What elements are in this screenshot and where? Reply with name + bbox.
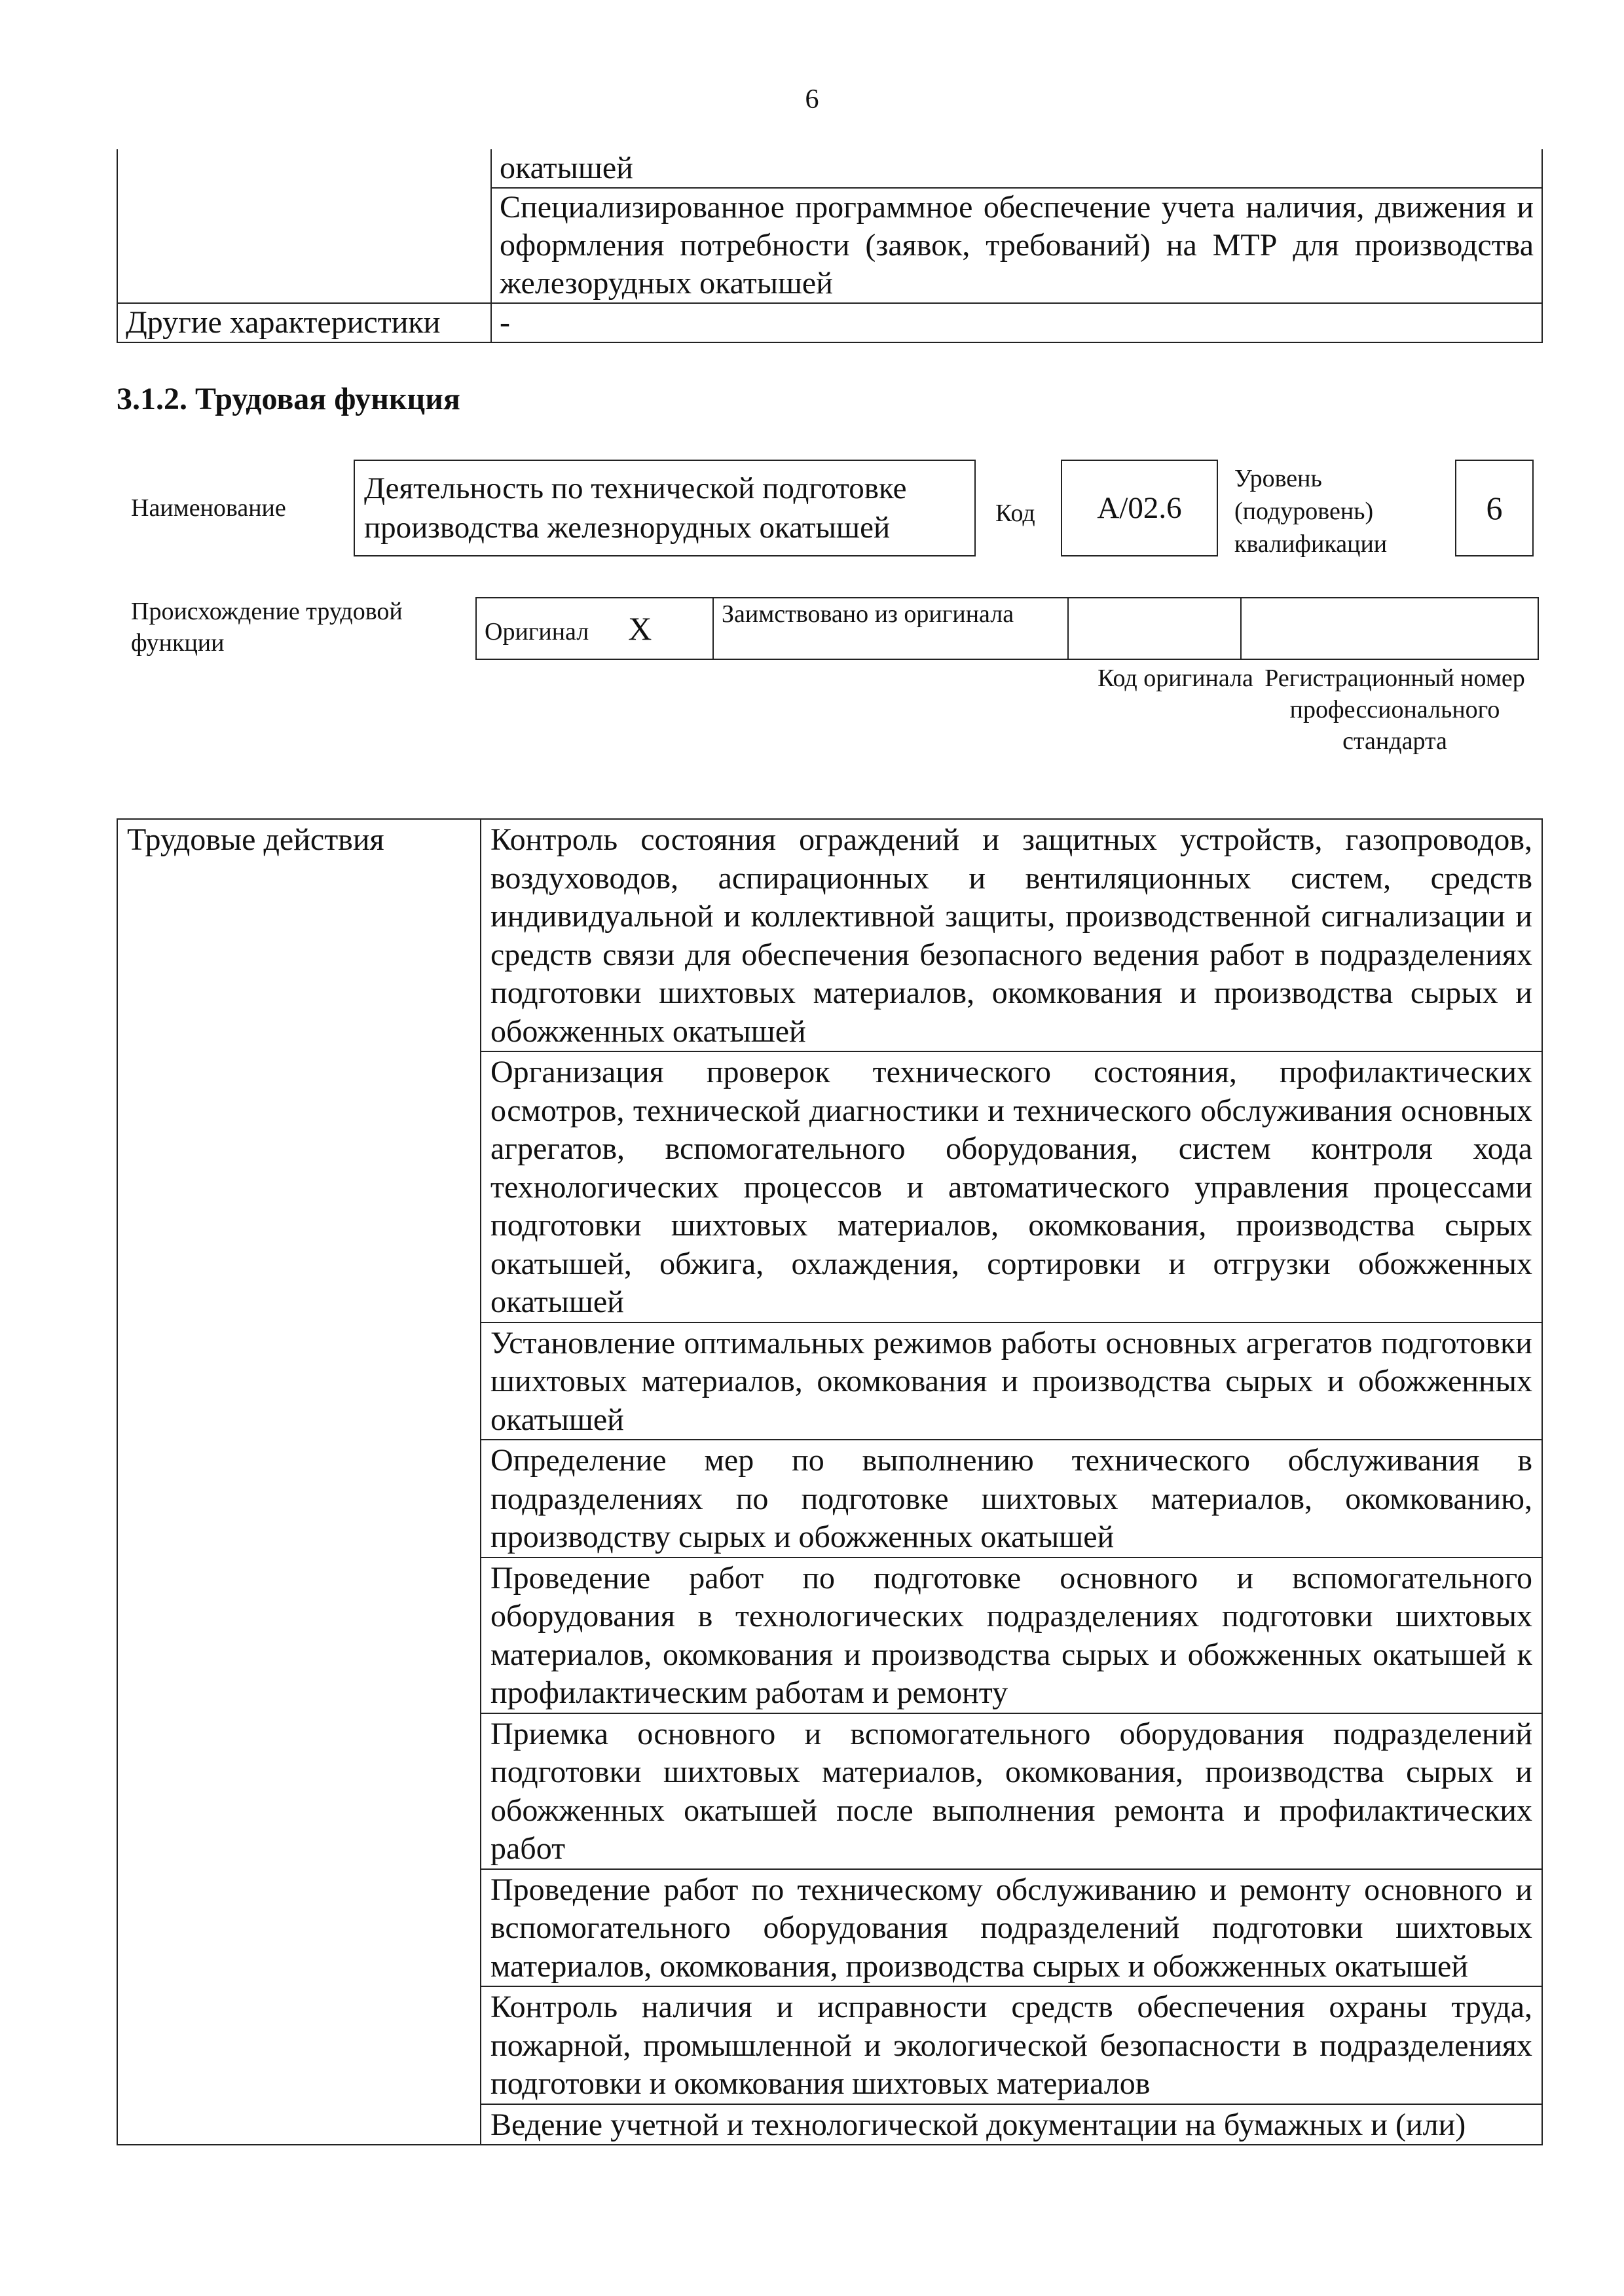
function-name-box bbox=[354, 460, 976, 556]
original-cell bbox=[476, 598, 713, 659]
original-label: Оригинал bbox=[485, 618, 589, 646]
code-caption: Код оригинала bbox=[1098, 665, 1253, 692]
labor-actions-label: Трудовые действия bbox=[117, 819, 481, 2145]
reg-caption: Регистрационный номер профессионального стандарта bbox=[1264, 665, 1525, 755]
original-mark: X bbox=[628, 610, 652, 647]
name-label: Наименование bbox=[131, 494, 286, 522]
level-label: Уровень (подуровень) квалификации bbox=[1234, 465, 1388, 558]
table-row bbox=[476, 598, 1538, 659]
code-value: А/02.6 bbox=[1097, 491, 1182, 525]
table-cell-label: Другие характеристики bbox=[117, 303, 491, 342]
table-row bbox=[117, 149, 1542, 188]
labor-action: Проведение работ по подготовке основного и вспомогательного оборудования в технологических подразделениях подготовки шихтовых материалов, окомкования и производства сырых и обожженных окатышей к профилактическим работам и ремонту bbox=[481, 1558, 1542, 1713]
reg-number-cell bbox=[1241, 598, 1538, 659]
labor-action: Ведение учетной и технологической документации на бумажных и (или) bbox=[481, 2104, 1542, 2145]
origin-table bbox=[475, 597, 1539, 660]
borrowed-cell: Заимствовано из оригинала bbox=[713, 598, 1068, 659]
labor-action: Контроль состояния ограждений и защитных устройств, газопроводов, воздуховодов, аспирационных и вентиляционных систем, средств индивидуальной и коллективной защиты, производственной сигнализации и средств связи для обеспечения безопасного ведения работ в подразделениях подготовки шихтовых материалов, окомкования и производства сырых и обожженных окатышей bbox=[481, 819, 1542, 1051]
labor-action: Определение мер по выполнению технического обслуживания в подразделениях по подготовке шихтовых материалов, окомкованию, производству сырых и обожженных окатышей bbox=[481, 1440, 1542, 1558]
function-name-value: Деятельность по технической подготовке производства железнорудных окатышей bbox=[364, 471, 907, 545]
origin-label: Происхождение трудовой функции bbox=[131, 598, 403, 657]
original-code-cell bbox=[1068, 598, 1241, 659]
level-value: 6 bbox=[1486, 490, 1503, 526]
labor-action: Проведение работ по техническому обслуживанию и ремонту основного и вспомогательного оборудования подразделений подготовки шихтовых материалов, окомкования, производства сырых и обожженных окатышей bbox=[481, 1869, 1542, 1987]
labor-actions-table bbox=[117, 818, 1543, 2145]
table-cell: - bbox=[491, 303, 1542, 342]
continuation-table bbox=[117, 149, 1543, 343]
code-box bbox=[1061, 460, 1218, 556]
table-cell: окатышей bbox=[491, 149, 1542, 188]
labor-action: Организация проверок технического состояния, профилактических осмотров, технической диагностики и технического обслуживания основных агрегатов, вспомогательного оборудования, систем контроля хода технологических процессов и автоматического управления процессами подготовки шихтовых материалов, окомкования, производства сырых окатышей, обжига, охлаждения, сортировки и отгрузки обожженных окатышей bbox=[481, 1051, 1542, 1322]
page-number: 6 bbox=[805, 84, 819, 115]
table-row bbox=[117, 303, 1542, 342]
labor-action: Контроль наличия и исправности средств обеспечения охраны труда, пожарной, промышленной и экологической безопасности в подразделениях подготовки и окомкования шихтовых материалов bbox=[481, 1986, 1542, 2104]
table-row bbox=[117, 819, 1542, 1051]
labor-action: Установление оптимальных режимов работы основных агрегатов подготовки шихтовых материалов, окомкования и производства сырых и обожженных окатышей bbox=[481, 1322, 1542, 1440]
table-cell-empty bbox=[117, 149, 491, 303]
section-heading: 3.1.2. Трудовая функция bbox=[117, 382, 460, 416]
code-label: Код bbox=[995, 500, 1035, 527]
labor-action: Приемка основного и вспомогательного оборудования подразделений подготовки шихтовых материалов, окомкования, производства сырых и обожженных окатышей после выполнения ремонта и профилактических работ bbox=[481, 1713, 1542, 1869]
level-box bbox=[1455, 460, 1534, 556]
table-cell: Специализированное программное обеспечение учета наличия, движения и оформления потребности (заявок, требований) на МТР для производства железорудных окатышей bbox=[491, 188, 1542, 303]
